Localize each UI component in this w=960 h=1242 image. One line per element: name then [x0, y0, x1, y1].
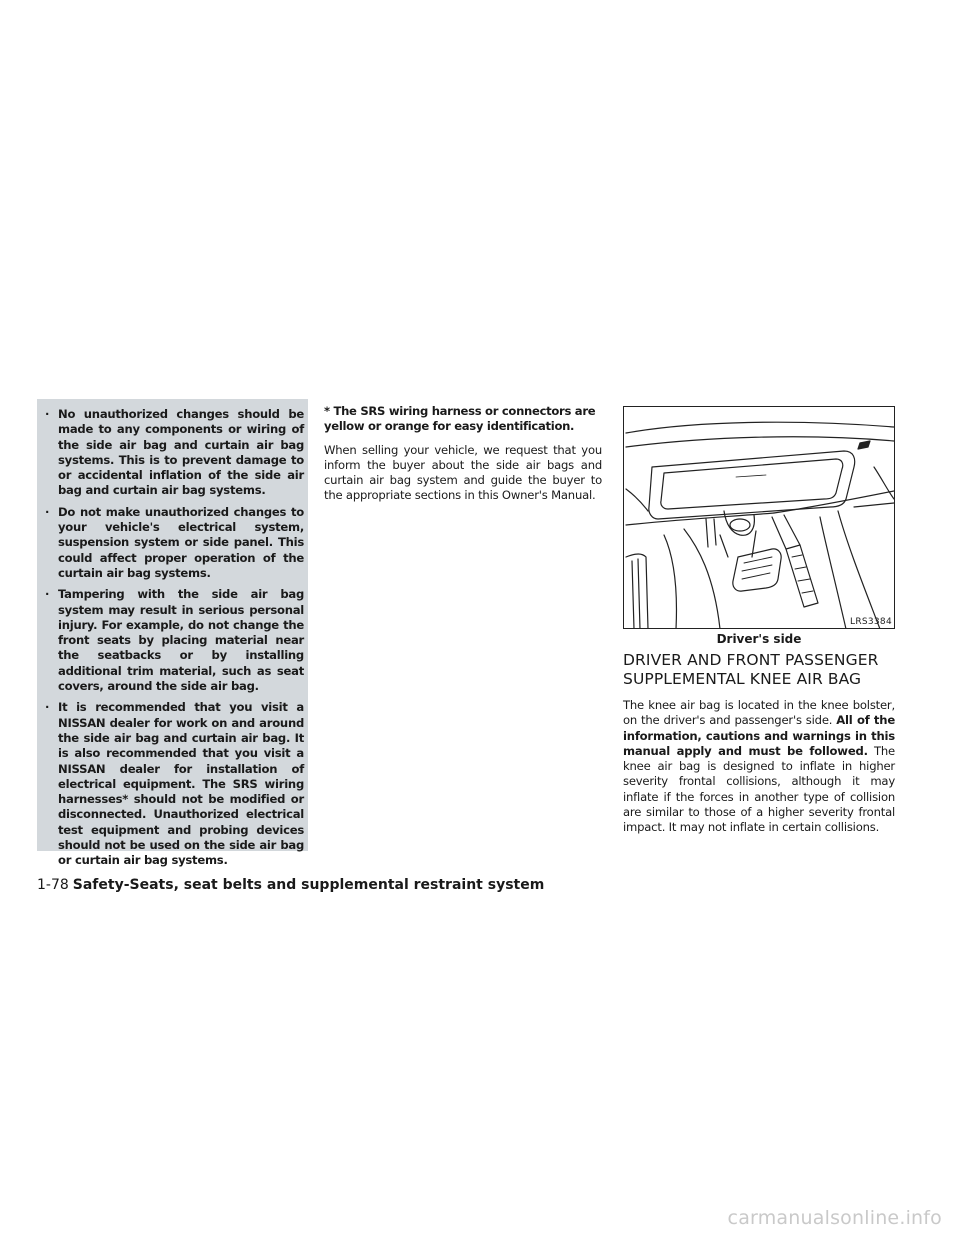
drivers-footwell-drawing — [624, 407, 895, 629]
section-body: The knee air bag is located in the knee bolster, on the driver's and passenger's side. All of the information, cautions and warnings in this manual apply and must be followed. The knee air bag is designed to inflate in higher severity frontal collisions, although it may inflate if the forces in another type of collision are similar to those of a higher severity frontal impact. It may not inflate in certain collisions. — [623, 698, 895, 835]
section-title: Safety-Seats, seat belts and supplemental restraint system — [72, 877, 545, 893]
bullet-icon: · — [45, 700, 50, 715]
bullet-icon: · — [45, 504, 50, 519]
middle-column — [324, 404, 602, 504]
warning-item: · It is recommended that you visit a NISSAN dealer for work on and around the side air bag and curtain air bag. It is also recommended that you visit a NISSAN dealer for installation of electrical equipment. The SRS wiring harnesses* should not be modified or disconnected. Unauthorized electrical test equipment and probing devices should not be used on the side air bag or curtain air bag systems. — [45, 700, 304, 868]
warning-item: · Tampering with the side air bag system may result in serious personal injury. For example, do not change the front seats by placing material near the seatbacks or by installing additional trim material, such as seat covers, around the side air bag. — [45, 587, 304, 694]
srs-harness-note: * The SRS wiring harness or connectors are yellow or orange for easy identification. — [324, 404, 596, 434]
selling-vehicle-text: When selling your vehicle, we request that you inform the buyer about the side air bags and curtain air bag system and guide the buyer to the appropriate sections in this Owner's Manual. — [324, 442, 602, 503]
section-heading: DRIVER AND FRONT PASSENGER SUPPLEMENTAL KNEE AIR BAG — [623, 651, 879, 688]
figure-code: LRS3384 — [850, 617, 892, 627]
figure-caption: Driver's side — [716, 632, 802, 646]
knee-airbag-illustration — [623, 406, 895, 629]
emphasis-text: All of the information, cautions and warnings in this manual apply and must be followed. — [623, 713, 895, 758]
knee-airbag-section — [623, 651, 895, 836]
warning-box — [37, 399, 308, 868]
bullet-icon: · — [45, 407, 50, 421]
bullet-icon: · — [45, 587, 50, 602]
page-number: 1-78 — [37, 877, 69, 893]
warning-item: · Do not make unauthorized changes to your vehicle's electrical system, suspension system or side panel. This could affect proper operation of the curtain air bag systems. — [45, 504, 304, 580]
page-footer — [37, 877, 544, 893]
warning-list — [45, 407, 304, 869]
warning-item: · No unauthorized changes should be made to any components or wiring of the side air bag and curtain air bag systems. This is to prevent damage to or accidental inflation of the side air bag and curtain air bag systems. — [45, 407, 304, 498]
watermark: carmanualsonline.info — [727, 1207, 942, 1229]
